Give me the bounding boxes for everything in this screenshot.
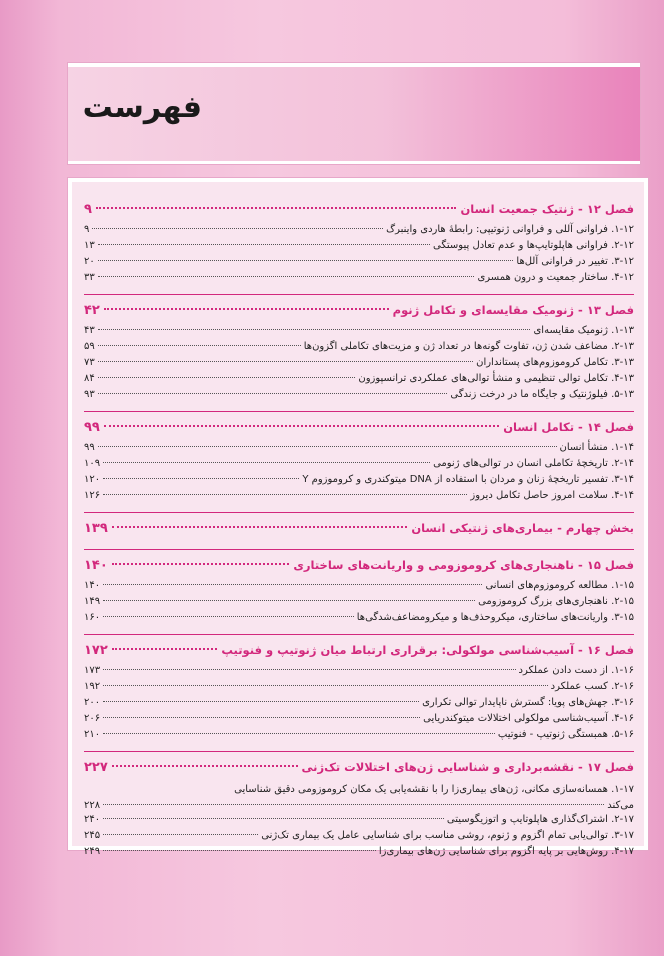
chapter-title: فصل ۱۵ - ناهنجاری‌های کروموزومی و واریانت‌های ساختاری <box>293 558 634 572</box>
section-entry[interactable] <box>84 713 634 729</box>
dot-leader <box>112 526 408 528</box>
dot-leader <box>112 765 298 767</box>
section-title: ۱-۱۴. منشأ انسان <box>559 442 634 453</box>
dot-leader <box>98 377 356 378</box>
dot-leader <box>103 478 299 479</box>
section-page-number: ۲۱۰ <box>84 729 101 740</box>
section-entry[interactable] <box>84 814 634 830</box>
section-page-number: ۲۴۰ <box>84 814 101 825</box>
chapter-title: فصل ۱۴ - تکامل انسان <box>503 420 634 434</box>
section-entry[interactable] <box>84 224 634 240</box>
section-entry[interactable] <box>84 596 634 612</box>
dot-leader <box>104 425 499 427</box>
dot-leader <box>103 462 430 463</box>
dot-leader <box>103 600 475 601</box>
dot-leader <box>103 685 548 686</box>
chapter-heading[interactable] <box>84 521 634 543</box>
section-entry[interactable] <box>84 373 634 389</box>
section-page-number: ۲۲۸ <box>84 800 101 811</box>
section-entry[interactable] <box>84 665 634 681</box>
section-entry[interactable] <box>84 341 634 357</box>
section-page-number: ۱۶۰ <box>84 612 101 623</box>
chapter-page-number: ۲۲۷ <box>84 760 108 775</box>
section-page-number: ۱۹۲ <box>84 681 101 692</box>
section-title: ۳-۱۶. جهش‌های پویا: گسترش ناپایدار توالی تکراری <box>422 697 634 708</box>
section-page-number: ۹۹ <box>84 442 95 453</box>
section-title: ۴-۱۷. روش‌هایی بر پایه اگزوم برای شناسایی ژن‌های بیماری‌زا <box>378 846 634 857</box>
toc-panel <box>68 178 648 857</box>
section-page-number: ۲۰۶ <box>84 713 101 724</box>
chapter-page-number: ۱۴۰ <box>84 558 108 573</box>
dot-leader <box>98 446 557 447</box>
chapter-divider <box>84 294 634 295</box>
section-title: ۴-۱۲. ساختار جمعیت و درون همسری <box>477 272 634 283</box>
dot-leader <box>98 329 531 330</box>
section-page-number: ۹ <box>84 224 90 235</box>
dot-leader <box>103 850 376 851</box>
chapter-title: فصل ۱۲ - ژنتیک جمعیت انسان <box>460 202 634 216</box>
section-entry[interactable] <box>84 681 634 697</box>
dot-leader <box>104 308 389 310</box>
section-page-number: ۱۷۳ <box>84 665 101 676</box>
chapter-page-number: ۴۲ <box>84 303 100 318</box>
section-page-number: ۱۲۰ <box>84 474 101 485</box>
dot-leader <box>112 563 290 565</box>
section-title: ۱-۱۳. ژنومیک مقایسه‌ای <box>533 325 634 336</box>
section-entry[interactable] <box>84 458 634 474</box>
section-entry[interactable] <box>84 830 634 846</box>
dot-leader <box>103 616 354 617</box>
section-entry[interactable] <box>84 389 634 405</box>
section-title: ۲-۱۶. کسب عملکرد <box>550 681 634 692</box>
dot-leader <box>103 804 604 805</box>
chapter-title: فصل ۱۶ - آسیب‌شناسی مولکولی: برقراری ارتباط میان ژنوتیپ و فنوتیپ <box>221 643 634 657</box>
section-page-number: ۱۲۶ <box>84 490 101 501</box>
section-entry[interactable] <box>84 357 634 373</box>
section-title: ۵-۱۶. همبستگی ژنوتیپ - فنوتیپ <box>497 729 634 740</box>
section-title: ۳-۱۳. تکامل کروموزوم‌های پستانداران <box>476 357 634 368</box>
section-entry[interactable] <box>84 256 634 272</box>
section-title: ۳-۱۷. توالی‌یابی تمام اگزوم و ژنوم، روشی مناسب برای شناسایی عامل یک بیماری تک‌ژنی <box>261 830 634 841</box>
section-entry[interactable] <box>84 697 634 713</box>
section-title: ۲-۱۷. اشتراک‌گذاری هاپلوتایپ و اتوزیگوسیتی <box>446 814 634 825</box>
section-page-number: ۲۴۹ <box>84 846 101 857</box>
section-page-number: ۱۴۹ <box>84 596 101 607</box>
section-page-number: ۱۴۰ <box>84 580 101 591</box>
section-entry[interactable] <box>84 325 634 341</box>
chapter-title: فصل ۱۷ - نقشه‌برداری و شناسایی ژن‌های اختلالات تک‌ژنی <box>301 760 634 774</box>
section-page-number: ۴۳ <box>84 325 95 336</box>
section-title: ۳-۱۲. تغییر در فراوانی آلل‌ها <box>516 256 634 267</box>
dot-leader <box>98 260 514 261</box>
section-entry[interactable] <box>84 490 634 506</box>
dot-leader <box>103 717 420 718</box>
chapter-title: بخش چهارم - بیماری‌های ژنتیکی انسان <box>411 521 634 535</box>
dot-leader <box>92 228 383 229</box>
section-title: ۴-۱۶. آسیب‌شناسی مولکولی اختلالات میتوکندریایی <box>423 713 634 724</box>
section-entry[interactable] <box>84 240 634 256</box>
section-title-continuation: می‌کند <box>607 800 634 811</box>
section-title: ۳-۱۵. واریانت‌های ساختاری، میکروحذف‌ها و میکرومضاعف‌شدگی‌ها <box>356 612 634 623</box>
chapter-heading[interactable] <box>84 420 634 442</box>
chapter-page-number: ۹۹ <box>84 420 100 435</box>
section-title: ۱-۱۷. همسانه‌سازی مکانی، ژن‌های بیماری‌زا را با نقشه‌یابی یک مکان کروموزومی دقیق شناسایی <box>234 784 634 795</box>
section-entry[interactable] <box>84 729 634 745</box>
section-page-number: ۵۹ <box>84 341 95 352</box>
dot-leader <box>103 701 419 702</box>
dot-leader <box>112 648 218 650</box>
dot-leader <box>103 584 482 585</box>
chapter-page-number: ۹ <box>84 202 92 217</box>
section-title: ۳-۱۴. تفسیر تاریخچهٔ زنان و مردان با استفاده از DNA میتوکندری و کروموزوم Y <box>302 474 634 485</box>
dot-leader <box>103 669 515 670</box>
dot-leader <box>98 244 430 245</box>
chapter-title: فصل ۱۳ - ژنومیک مقایسه‌ای و تکامل ژنوم <box>392 303 634 317</box>
chapter-heading[interactable] <box>84 202 634 224</box>
dot-leader <box>103 834 258 835</box>
section-page-number: ۸۴ <box>84 373 95 384</box>
section-title: ۱-۱۶. از دست دادن عملکرد <box>518 665 634 676</box>
section-title-continuation-row <box>84 798 634 814</box>
dot-leader <box>98 361 473 362</box>
dot-leader <box>96 207 457 209</box>
section-page-number: ۱۳ <box>84 240 95 251</box>
section-entry[interactable] <box>84 612 634 628</box>
chapter-heading[interactable] <box>84 558 634 580</box>
dot-leader <box>98 276 475 277</box>
section-title: ۴-۱۳. تکامل توالی تنظیمی و منشأ توالی‌های عملکردی ترانسپوزون <box>358 373 634 384</box>
section-entry[interactable] <box>84 782 634 814</box>
section-entry[interactable] <box>84 580 634 596</box>
section-title: ۲-۱۳. مضاعف شدن ژن، تفاوت گونه‌ها در تعداد ژن و مزیت‌های تکاملی اگزون‌ها <box>303 341 634 352</box>
section-title: ۲-۱۵. ناهنجاری‌های بزرگ کروموزومی <box>478 596 634 607</box>
dot-leader <box>98 345 301 346</box>
dot-leader <box>103 494 467 495</box>
section-page-number: ۳۳ <box>84 272 95 283</box>
chapter-divider <box>84 411 634 412</box>
chapter-divider <box>84 549 634 550</box>
chapter-divider <box>84 751 634 752</box>
page-title: فهرست <box>82 90 202 125</box>
chapter-heading[interactable] <box>84 303 634 325</box>
chapter-divider <box>84 634 634 635</box>
chapter-page-number: ۱۷۲ <box>84 643 108 658</box>
dot-leader <box>103 818 444 819</box>
dot-leader <box>103 733 495 734</box>
section-entry[interactable] <box>84 442 634 458</box>
section-page-number: ۲۴۵ <box>84 830 101 841</box>
dot-leader <box>98 393 448 394</box>
section-page-number: ۷۳ <box>84 357 95 368</box>
chapter-page-number: ۱۳۹ <box>84 521 108 536</box>
section-entry[interactable] <box>84 846 634 862</box>
section-page-number: ۲۰ <box>84 256 95 267</box>
section-entry[interactable] <box>84 474 634 490</box>
section-title: ۱-۱۲. فراوانی آللی و فراوانی ژنوتیپی: رابطهٔ هاردی واینبرگ <box>386 224 634 235</box>
section-title: ۲-۱۴. تاریخچهٔ تکاملی انسان در توالی‌های ژنومی <box>433 458 634 469</box>
section-title: ۱-۱۵. مطالعه کروموزوم‌های انسانی <box>485 580 634 591</box>
section-title: ۵-۱۳. فیلوژنتیک و جایگاه ما در درخت زندگی <box>450 389 634 400</box>
chapter-heading[interactable] <box>84 643 634 665</box>
section-page-number: ۹۳ <box>84 389 95 400</box>
section-title: ۲-۱۲. فراوانی هاپلوتایپ‌ها و عدم تعادل پیوستگی <box>433 240 634 251</box>
section-title: ۴-۱۴. سلامت امروز حاصل تکامل دیروز <box>470 490 634 501</box>
section-entry[interactable] <box>84 272 634 288</box>
chapter-divider <box>84 512 634 513</box>
table-of-contents <box>84 202 634 862</box>
section-page-number: ۱۰۹ <box>84 458 101 469</box>
chapter-heading[interactable] <box>84 760 634 782</box>
section-page-number: ۲۰۰ <box>84 697 101 708</box>
